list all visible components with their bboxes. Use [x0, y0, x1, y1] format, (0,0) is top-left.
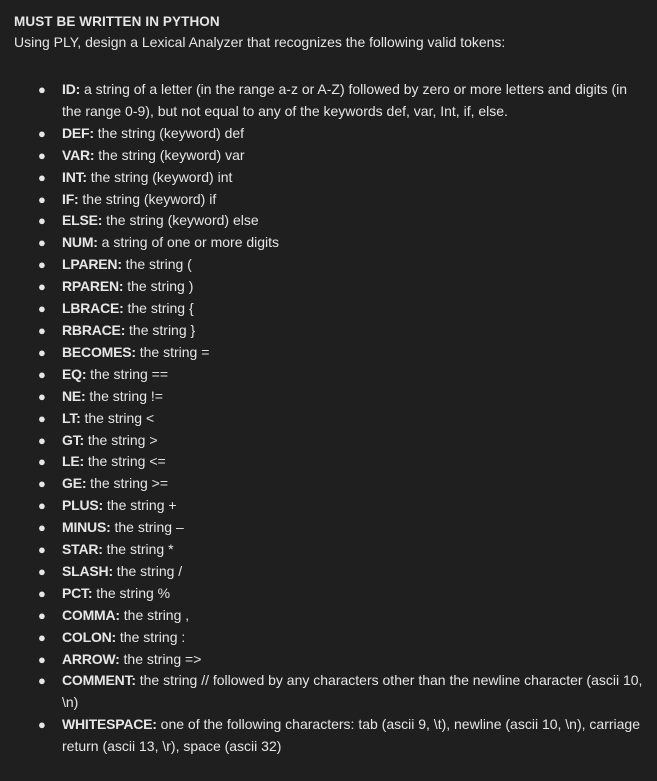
token-name: MINUS: — [62, 519, 111, 536]
bullet-icon: ● — [38, 432, 46, 448]
token-name: IF: — [62, 190, 79, 207]
token-description: the string * — [102, 541, 174, 558]
token-name: EQ: — [62, 365, 87, 382]
list-item — [14, 232, 643, 254]
token-description: the string (keyword) if — [78, 190, 217, 207]
token-description: the string => — [119, 650, 202, 667]
token-description: the string (keyword) int — [86, 168, 233, 185]
bullet-icon: ● — [38, 213, 46, 229]
list-item — [14, 561, 643, 583]
list-item — [14, 430, 643, 452]
token-description: the string == — [86, 365, 169, 382]
token-name: ID: — [62, 81, 81, 97]
token-name: PLUS: — [62, 497, 104, 514]
token-name: RPAREN: — [62, 278, 124, 295]
token-name: LE: — [62, 453, 84, 470]
list-item — [14, 517, 643, 539]
token-name: LBRACE: — [62, 300, 124, 317]
token-list — [14, 79, 643, 758]
token-name: GE: — [62, 475, 87, 492]
token-description: the string != — [85, 387, 163, 404]
list-item — [14, 167, 643, 189]
list-item — [14, 364, 643, 386]
list-item — [14, 670, 643, 714]
bullet-icon: ● — [38, 191, 46, 207]
token-description: the string { — [123, 300, 194, 317]
token-name: COLON: — [62, 628, 117, 645]
bullet-icon: ● — [38, 520, 46, 536]
token-name: LT: — [62, 409, 81, 426]
list-item — [14, 276, 643, 298]
bullet-icon: ● — [38, 476, 46, 492]
token-description: the string (keyword) def — [93, 124, 245, 141]
list-item — [14, 386, 643, 408]
list-item — [14, 473, 643, 495]
token-name: COMMA: — [62, 606, 120, 623]
list-item — [14, 408, 643, 430]
bullet-icon: ● — [38, 629, 46, 645]
token-description: the string – — [110, 519, 184, 536]
list-item — [14, 627, 643, 649]
token-name: NE: — [62, 387, 86, 404]
list-item — [14, 189, 643, 211]
bullet-icon: ● — [38, 147, 46, 163]
token-description: a string of one or more digits — [97, 234, 280, 251]
list-item — [14, 605, 643, 627]
token-description: the string ( — [121, 256, 192, 273]
bullet-icon: ● — [38, 169, 46, 185]
token-description: the string < — [80, 409, 155, 426]
list-item — [14, 320, 643, 342]
token-description: the string ) — [123, 278, 194, 295]
bullet-icon: ● — [38, 410, 46, 426]
bullet-icon: ● — [38, 607, 46, 623]
token-description: the string / — [112, 562, 183, 579]
token-description: the string , — [119, 606, 190, 623]
token-name: ELSE: — [62, 212, 103, 229]
list-item — [14, 649, 643, 671]
bullet-icon: ● — [38, 454, 46, 470]
token-name: INT: — [62, 168, 87, 185]
token-description: the string + — [103, 497, 177, 514]
list-item — [14, 298, 643, 320]
bullet-icon: ● — [38, 585, 46, 601]
list-item — [14, 714, 643, 758]
token-name: DEF: — [62, 124, 94, 141]
list-item — [14, 342, 643, 364]
bullet-icon: ● — [38, 235, 46, 251]
list-item — [14, 123, 643, 145]
token-name: STAR: — [62, 541, 103, 558]
list-item — [14, 451, 643, 473]
bullet-icon: ● — [38, 279, 46, 295]
list-item — [14, 583, 643, 605]
token-name: COMMENT: — [62, 672, 136, 689]
bullet-icon: ● — [38, 388, 46, 404]
bullet-icon: ● — [38, 322, 46, 338]
token-name: VAR: — [62, 146, 95, 163]
token-description: the string : — [116, 628, 186, 645]
token-description: the string (keyword) else — [102, 212, 259, 229]
token-description: the string % — [92, 584, 171, 601]
token-description: the string <= — [83, 453, 166, 470]
page-subtitle: Using PLY, design a Lexical Analyzer that recognizes the following valid tokens: — [14, 34, 506, 50]
bullet-icon: ● — [38, 301, 46, 317]
token-description: one of the following characters: tab (ascii 9, \t), newline (ascii 10, \n), carriage return (ascii 13, \r), space (ascii 32) — [62, 716, 640, 755]
bullet-icon: ● — [38, 563, 46, 579]
bullet-icon: ● — [38, 366, 46, 382]
list-item — [14, 539, 643, 561]
token-name: ARROW: — [62, 650, 120, 667]
token-name: GT: — [62, 431, 84, 448]
bullet-icon: ● — [38, 344, 46, 360]
bullet-icon: ● — [38, 673, 46, 689]
list-item — [14, 254, 643, 276]
token-description: the string = — [135, 343, 210, 360]
bullet-icon: ● — [38, 542, 46, 558]
token-description: the string } — [125, 321, 196, 338]
list-item — [14, 495, 643, 517]
token-name: NUM: — [62, 234, 98, 251]
bullet-icon: ● — [38, 651, 46, 667]
bullet-icon: ● — [38, 257, 46, 273]
token-name: LPAREN: — [62, 256, 122, 273]
list-item — [14, 145, 643, 167]
list-item — [14, 210, 643, 232]
bullet-icon: ● — [38, 498, 46, 514]
token-name: RBRACE: — [62, 321, 126, 338]
token-description: the string // followed by any characters other than the newline character (ascii 10, \n) — [62, 672, 643, 711]
token-name: BECOMES: — [62, 343, 136, 360]
bullet-icon: ● — [38, 82, 46, 97]
token-name: SLASH: — [62, 562, 113, 579]
token-description: the string (keyword) var — [94, 146, 245, 163]
token-description: the string >= — [86, 475, 169, 492]
page-title: MUST BE WRITTEN IN PYTHON — [14, 14, 220, 29]
token-description: a string of a letter (in the range a-z or A-Z) followed by zero or more letters and digits (in the range 0-9), but not equal to any of the keywords def, var, Int, if, else. — [62, 81, 628, 119]
token-name: WHITESPACE: — [62, 716, 157, 733]
token-description: the string > — [83, 431, 158, 448]
list-item — [14, 79, 643, 123]
bullet-icon: ● — [38, 125, 46, 141]
bullet-icon: ● — [38, 717, 46, 733]
token-name: PCT: — [62, 584, 93, 601]
